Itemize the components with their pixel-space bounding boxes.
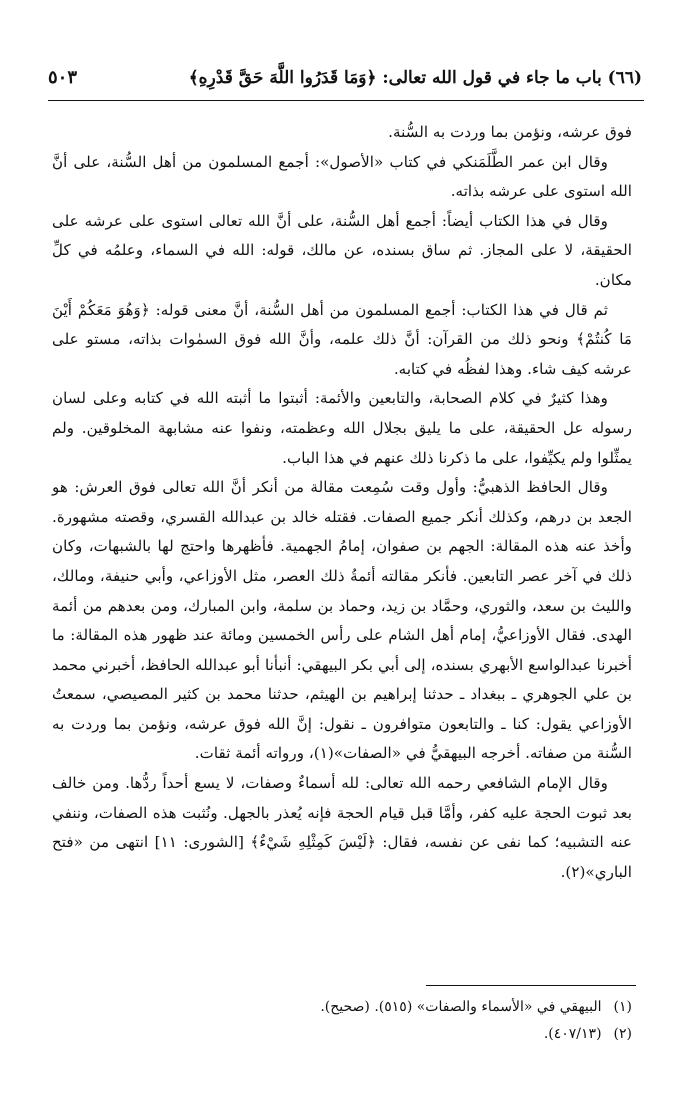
paragraph: وقال في هذا الكتاب أيضاً: أجمع أهل السُّنة، على أنَّ الله تعالى استوى على عرشه على الحقيقة، لا على المجاز. ثم ساق بسنده، عن مالك، قوله: الله في السماء، وعلمُه في كلِّ مكان. bbox=[52, 211, 632, 289]
footnote-number: (٢) bbox=[613, 1026, 632, 1042]
footnote bbox=[52, 1021, 632, 1048]
chapter-title: (٦٦) باب ما جاء في قول الله تعالى: ﴿وَمَا قَدَرُوا اللَّهَ حَقَّ قَدْرِهِ﴾ bbox=[188, 67, 642, 88]
paragraph: وقال ابن عمر الطَّلَمَنكي في كتاب «الأصول»: أجمع المسلمون من أهل السُّنة، على أنَّ الله استوى على عرشه بذاته. bbox=[52, 152, 632, 201]
paragraph: وقال الحافظ الذهبيُّ: وأول وقت سُمِعت مقالة من أنكر أنَّ الله تعالى فوق العرش: هو الجعد بن درهم، وكذلك أنكر جميع الصفات. فقتله خالد بن عبدالله القسري، وقصته مشهورة. وأخذ عنه هذه المقالة: الجهم بن صفوان، إمامُ الجهمية. فأظهرها واحتج لها بالشبهات، وكان ذلك في آخر عصر التابعين. فأنكر مقالته أئمةُ ذلك العصر، مثل الأوزاعي، وأبي حنيفة، ومالك، والليث بن سعد، والثوري، وحمَّاد بن زيد، وحماد بن سلمة، وابن المبارك، ومن بعدهم من أئمة الهدى. فقال الأوزاعيُّ، إمام أهل الشام على رأس الخمسين ومائة عند ظهور هذه المقالة: ما أخبرنا عبدالواسع الأبهري بسنده، إلى أبي بكر البيهقي: أنبأنا أبو عبدالله الحافظ، أخبرني محمد بن علي الجوهري ـ ببغداد ـ حدثنا إبراهيم بن الهيثم، حدثنا محمد بن كثير المصيصي، سمعتُ الأوزاعي يقول: كنا ـ والتابعون متوافرون ـ نقول: إنَّ الله فوق عرشه، ونؤمن بما وردت به السُّنة من صفاته. أخرجه البيهقيُّ في «الصفات»(١)، ورواته أئمة ثقات. bbox=[52, 478, 632, 763]
footnotes bbox=[52, 994, 632, 1048]
footnote-divider bbox=[426, 985, 636, 986]
footnote-number: (١) bbox=[613, 999, 632, 1015]
paragraph: وهذا كثيرٌ في كلام الصحابة، والتابعين والأئمة: أثبتوا ما أثبته الله في كتابه وعلى لسان رسوله عل الحقيقة، على ما يليق بجلال الله وعظمته، ونفوا عنه مشابهة المخلوقين. ولم يمثِّلوا ولم يكيِّفوا، على ما ذكرنا ذلك عنهم في هذا الباب. bbox=[52, 389, 632, 467]
footnote-text: (٤٠٧/١٣). bbox=[543, 1026, 602, 1042]
footnote-text: البيهقي في «الأسماء والصفات» (٥١٥). (صحيح). bbox=[320, 999, 602, 1015]
page-header bbox=[48, 62, 642, 92]
footnote bbox=[52, 994, 632, 1021]
page-number: ٥٠٣ bbox=[48, 66, 78, 88]
paragraph: فوق عرشه، ونؤمن بما وردت به السُّنة. bbox=[388, 123, 632, 141]
header-divider bbox=[48, 100, 644, 101]
main-text bbox=[52, 118, 632, 887]
paragraph: وقال الإمام الشافعي رحمه الله تعالى: لله أسماءٌ وصفات، لا يسع أحداً ردُّها. ومن خالف بعد ثبوت الحجة عليه كفر، وأمَّا قبل قيام الحجة فإنه يُعذر بالجهل. ونُثبت هذه الصفات، وننفي عنه التشبيه؛ كما نفى عن نفسه، فقال: ﴿لَيْسَ كَمِثْلِهِ شَيْءٌ﴾ [الشورى: ١١] انتهى من «فتح الباري»(٢). bbox=[52, 774, 633, 881]
paragraph: ثم قال في هذا الكتاب: أجمع المسلمون من أهل السُّنة، أنَّ معنى قوله: ﴿وَهُوَ مَعَكُمْ أَيْنَ مَا كُنتُمْ﴾ ونحو ذلك من القرآن: أنَّ ذلك علمه، وأنَّ الله فوق السمٰوات بذاته، مستو على عرشه كيف شاء. وهذا لفظُه في كتابه. bbox=[52, 300, 632, 378]
